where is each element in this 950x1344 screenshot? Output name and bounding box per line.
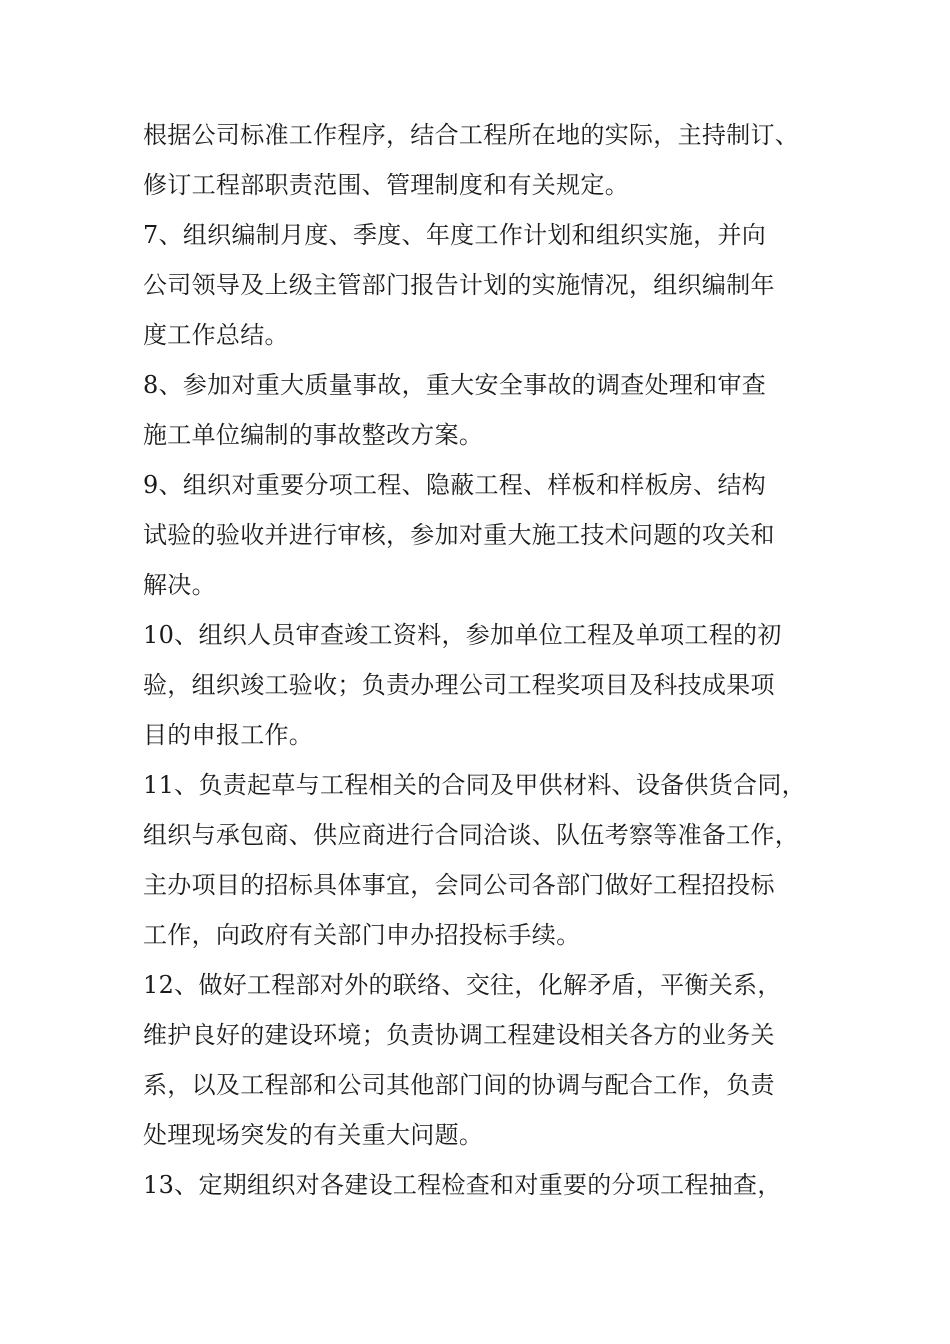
text-line: 目的申报工作。 [143, 721, 314, 749]
text-line: 解决。 [143, 571, 216, 599]
document-body [143, 110, 813, 1210]
text-line: 8、参加对重大质量事故，重大安全事故的调查处理和审查 [143, 371, 767, 399]
text-line: 工作，向政府有关部门申办招投标手续。 [143, 921, 581, 949]
text-line: 公司领导及上级主管部门报告计划的实施情况，组织编制年 [143, 271, 775, 299]
text-line: 13、定期组织对各建设工程检查和对重要的分项工程抽查， [143, 1171, 782, 1199]
text-line: 根据公司标准工作程序，结合工程所在地的实际，主持制订、 [143, 121, 800, 149]
text-line: 修订工程部职责范围、管理制度和有关规定。 [143, 171, 629, 199]
text-line: 组织与承包商、供应商进行合同洽谈、队伍考察等准备工作， [143, 821, 800, 849]
text-line: 验，组织竣工验收；负责办理公司工程奖项目及科技成果项 [143, 671, 775, 699]
text-line: 11、负责起草与工程相关的合同及甲供材料、设备供货合同， [143, 771, 806, 799]
text-line: 主办项目的招标具体事宜，会同公司各部门做好工程招投标 [143, 871, 775, 899]
text-line: 12、做好工程部对外的联络、交往，化解矛盾，平衡关系， [143, 971, 782, 999]
text-line: 7、组织编制月度、季度、年度工作计划和组织实施，并向 [143, 221, 767, 249]
text-line: 处理现场突发的有关重大问题。 [143, 1121, 484, 1149]
text-line: 度工作总结。 [143, 321, 289, 349]
text-line: 施工单位编制的事故整改方案。 [143, 421, 484, 449]
text-line: 试验的验收并进行审核，参加对重大施工技术问题的攻关和 [143, 521, 775, 549]
text-line: 10、组织人员审查竣工资料，参加单位工程及单项工程的初 [143, 621, 782, 649]
text-line: 维护良好的建设环境；负责协调工程建设相关各方的业务关 [143, 1021, 775, 1049]
text-line: 系，以及工程部和公司其他部门间的协调与配合工作，负责 [143, 1071, 775, 1099]
text-line: 9、组织对重要分项工程、隐蔽工程、样板和样板房、结构 [143, 471, 767, 499]
